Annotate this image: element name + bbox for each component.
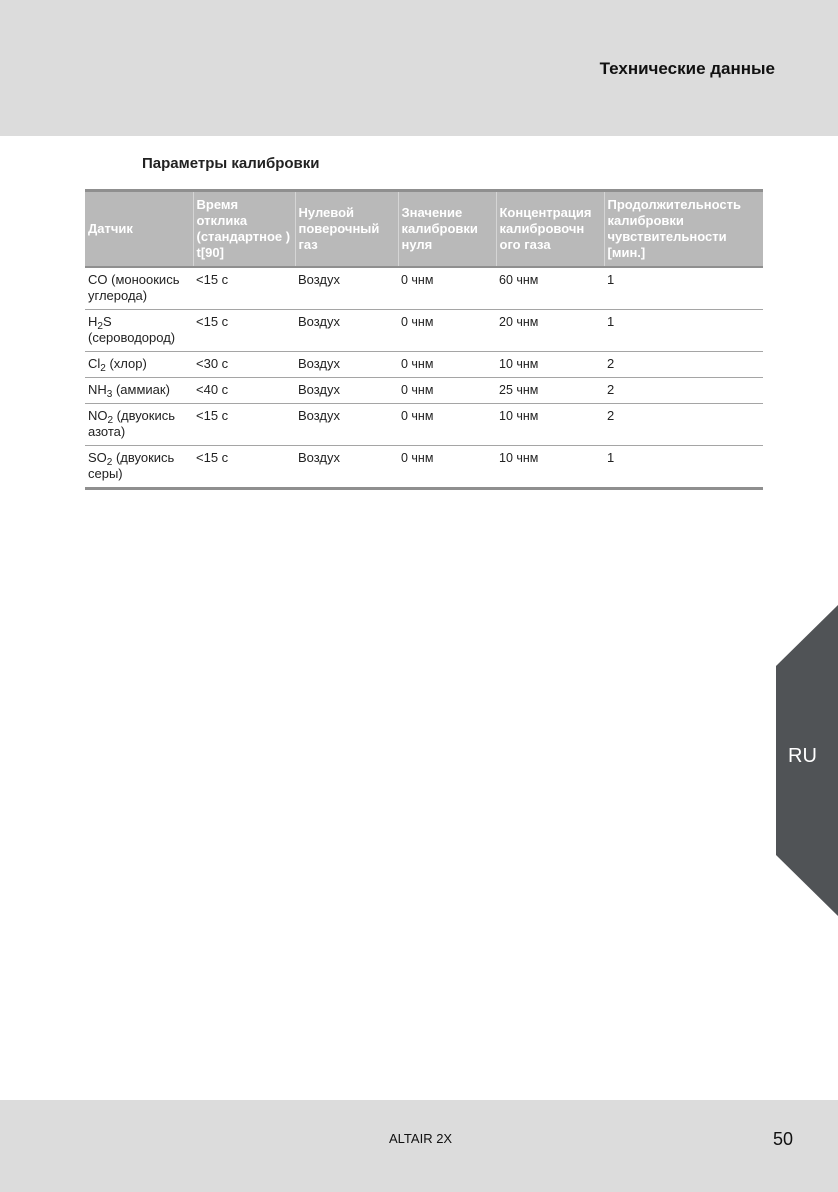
duration-cell: 1	[604, 446, 763, 489]
sensor-cell: $H_2S$ (сероводород)	[85, 310, 193, 352]
concentration-cell: 10 чнм	[496, 404, 604, 446]
column-header-zero-gas: Нулевой поверочный газ	[295, 191, 398, 268]
column-header-response-time: Время отклика (стандартное ) t[90]	[193, 191, 295, 268]
concentration-cell: 60 чнм	[496, 267, 604, 310]
zero-gas-cell: Воздух	[295, 378, 398, 404]
duration-cell: 2	[604, 378, 763, 404]
table-row	[85, 378, 763, 404]
duration-cell: 1	[604, 310, 763, 352]
column-header-sensor: Датчик	[85, 191, 193, 268]
calibration-table	[85, 189, 763, 490]
duration-cell: 1	[604, 267, 763, 310]
zero-value-cell: 0 чнм	[398, 310, 496, 352]
zero-gas-cell: Воздух	[295, 404, 398, 446]
response-time-cell: <15 с	[193, 404, 295, 446]
zero-value-cell: 0 чнм	[398, 404, 496, 446]
concentration-cell: 25 чнм	[496, 378, 604, 404]
table-row	[85, 446, 763, 489]
table-row	[85, 310, 763, 352]
page-number: 50	[772, 1129, 793, 1149]
concentration-cell: 20 чнм	[496, 310, 604, 352]
column-header-zero-value: Значение калибровки нуля	[398, 191, 496, 268]
sensor-cell: CO (моноокись углерода)	[85, 267, 193, 310]
table-row	[85, 404, 763, 446]
zero-value-cell: 0 чнм	[398, 267, 496, 310]
response-time-cell: <30 с	[193, 352, 295, 378]
zero-value-cell: 0 чнм	[398, 446, 496, 489]
duration-cell: 2	[604, 352, 763, 378]
concentration-cell: 10 чнм	[496, 352, 604, 378]
sensor-cell: $Cl_2$ (хлор)	[85, 352, 193, 378]
sensor-cell: $NO_2$ (двуокись азота)	[85, 404, 193, 446]
zero-gas-cell: Воздух	[295, 352, 398, 378]
sensor-cell: $NH_3$ (аммиак)	[85, 378, 193, 404]
sensor-cell: $SO_2$ (двуокись серы)	[85, 446, 193, 489]
zero-gas-cell: Воздух	[295, 267, 398, 310]
footer-product-name: ALTAIR 2X	[389, 1131, 453, 1146]
column-header-concentration: Концентрация калибровочн ого газа	[496, 191, 604, 268]
response-time-cell: <15 с	[193, 267, 295, 310]
header-title: Технические данные	[599, 59, 775, 78]
zero-value-cell: 0 чнм	[398, 378, 496, 404]
duration-cell: 2	[604, 404, 763, 446]
response-time-cell: <15 с	[193, 446, 295, 489]
zero-value-cell: 0 чнм	[398, 352, 496, 378]
table-header-row	[85, 191, 763, 268]
response-time-cell: <40 с	[193, 378, 295, 404]
zero-gas-cell: Воздух	[295, 310, 398, 352]
table-row	[85, 267, 763, 310]
table-row	[85, 352, 763, 378]
footer-band	[0, 1100, 838, 1192]
column-header-duration: Продолжительность калибровки чувствительности [мин.]	[607, 197, 741, 260]
section-title: Параметры калибровки	[142, 155, 320, 172]
response-time-cell: <15 с	[193, 310, 295, 352]
concentration-cell: 10 чнм	[496, 446, 604, 489]
zero-gas-cell: Воздух	[295, 446, 398, 489]
language-label: RU	[788, 745, 817, 767]
